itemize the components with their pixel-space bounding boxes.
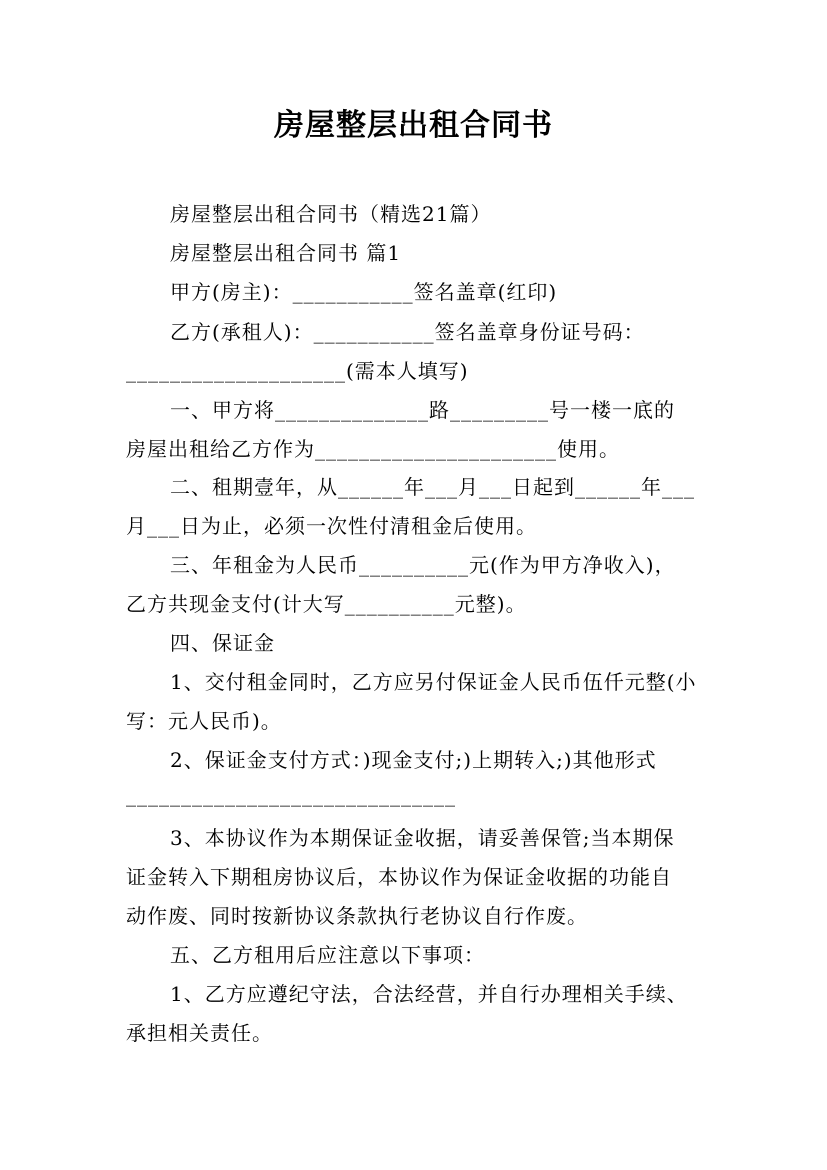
party-a-line: 甲方(房主)：___________签名盖章(红印) — [170, 280, 558, 304]
clause-4-heading: 四、保证金 — [170, 631, 275, 655]
section-heading: 房屋整层出租合同书 篇1 — [170, 241, 402, 265]
document-title: 房屋整层出租合同书 — [274, 108, 553, 143]
clause-2-line-2: 月___日为止，必须一次性付清租金后使用。 — [126, 514, 537, 538]
clause-4-1-line-1: 1、交付租金同时，乙方应另付保证金人民币伍仟元整(小 — [170, 670, 697, 694]
clause-4-3-line-1: 3、本协议作为本期保证金收据，请妥善保管;当本期保 — [170, 826, 675, 850]
clause-4-2-line-1: 2、保证金支付方式：)现金支付;)上期转入;)其他形式 — [170, 748, 657, 772]
clause-4-2-line-2: ______________________________ — [126, 783, 456, 807]
clause-1-line-2: 房屋出租给乙方作为______________________使用。 — [126, 437, 620, 461]
party-b-line: 乙方(承租人)：___________签名盖章身份证号码： — [170, 320, 645, 344]
clause-3-line-1: 三、年租金为人民币__________元(作为甲方净收入)， — [170, 553, 676, 577]
clause-5-heading: 五、乙方租用后应注意以下事项： — [170, 943, 485, 967]
clause-5-1-line-2: 承担相关责任。 — [126, 1021, 273, 1045]
clause-4-3-line-2: 证金转入下期租房协议后，本协议作为保证金收据的功能自 — [126, 865, 672, 889]
clause-5-1-line-1: 1、乙方应遵纪守法，合法经营，并自行办理相关手续、 — [170, 982, 688, 1006]
party-b-id-line: ____________________(需本人填写) — [126, 359, 469, 383]
clause-1-line-1: 一、甲方将______________路_________号一楼一底的 — [170, 398, 675, 422]
clause-2-line-1: 二、租期壹年，从______年___月___日起到______年___ — [170, 475, 695, 499]
clause-3-line-2: 乙方共现金支付(计大写__________元整)。 — [126, 592, 527, 616]
clause-4-3-line-3: 动作废、同时按新协议条款执行老协议自行作废。 — [126, 904, 588, 928]
clause-4-1-line-2: 写：元人民币)。 — [126, 709, 282, 733]
subtitle-line: 房屋整层出租合同书（精选21篇） — [170, 202, 492, 226]
